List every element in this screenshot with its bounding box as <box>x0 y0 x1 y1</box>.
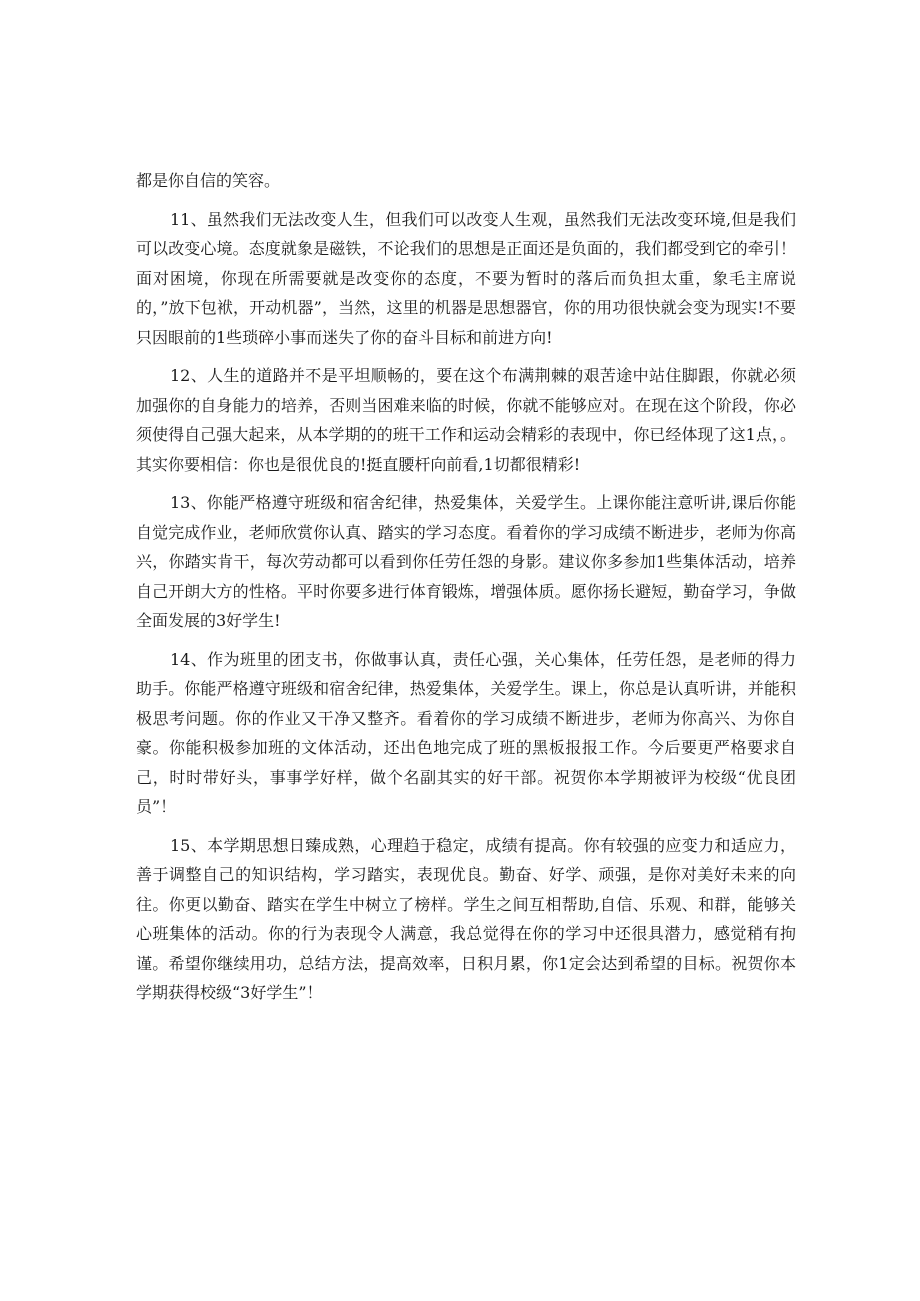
paragraph-12: 12、人生的道路并不是平坦顺畅的，要在这个布满荆棘的艰苦途中站住脚跟，你就必须加强你的自身能力的培养，否则当困难来临的时候，你就不能够应对。在现在这个阶段，你必须使得自己强大起来，从本学期的的班干工作和运动会精彩的表现中，你已经体现了这1点，。其实你要相信：你也是很优良的!挺直腰杆向前看,1切都很精彩! <box>136 366 796 474</box>
document-body <box>136 166 796 1017</box>
paragraph-13: 13、你能严格遵守班级和宿舍纪律，热爱集体，关爱学生。上课你能注意听讲,课后你能自觉完成作业，老师欣赏你认真、踏实的学习态度。看着你的学习成绩不断进步，老师为你高兴，你踏实肯干，每次劳动都可以看到你任劳任怨的身影。建议你多参加1些集体活动，培养自己开朗大方的性格。平时你要多进行体育锻炼，增强体质。愿你扬长避短，勤奋学习，争做全面发展的3好学生! <box>136 493 796 630</box>
paragraph-continuation: 都是你自信的笑容。 <box>136 171 281 190</box>
paragraph-11: 11、虽然我们无法改变人生，但我们可以改变人生观，虽然我们无法改变环境,但是我们可以改变心境。态度就象是磁铁，不论我们的思想是正面还是负面的，我们都受到它的牵引！面对困境，你现在所需要就是改变你的态度，不要为暂时的落后而负担太重，象毛主席说的，”放下包袱，开动机器”，当然，这里的机器是思想器官，你的用功很快就会变为现实!不要只因眼前的1些琐碎小事而迷失了你的奋斗目标和前进方向! <box>136 209 796 347</box>
paragraph-15: 15、本学期思想日臻成熟，心理趋于稳定，成绩有提高。你有较强的应变力和适应力，善于调整自己的知识结构，学习踏实，表现优良。勤奋、好学、顽强，是你对美好未来的向往。你更以勤奋、踏实在学生中树立了榜样。学生之间互相帮助,自信、乐观、和群，能够关心班集体的活动。你的行为表现令人满意，我总觉得在你的学习中还很具潜力，感觉稍有拘谨。希望你继续用功，总结方法，提高效率，日积月累，你1定会达到希望的目标。祝贺你本学期获得校级“3好学生”！ <box>136 835 796 1002</box>
paragraph-14: 14、作为班里的团支书，你做事认真，责任心强，关心集体，任劳任怨，是老师的得力助手。你能严格遵守班级和宿舍纪律，热爱集体，关爱学生。课上，你总是认真听讲，并能积极思考问题。你的作业又干净又整齐。看着你的学习成绩不断进步，老师为你高兴、为你自豪。你能积极参加班的文体活动，还出色地完成了班的黑板报报工作。今后要更严格要求自己，时时带好头，事事学好样，做个名副其实的好干部。祝贺你本学期被评为校级“优良团员”！ <box>136 649 796 816</box>
